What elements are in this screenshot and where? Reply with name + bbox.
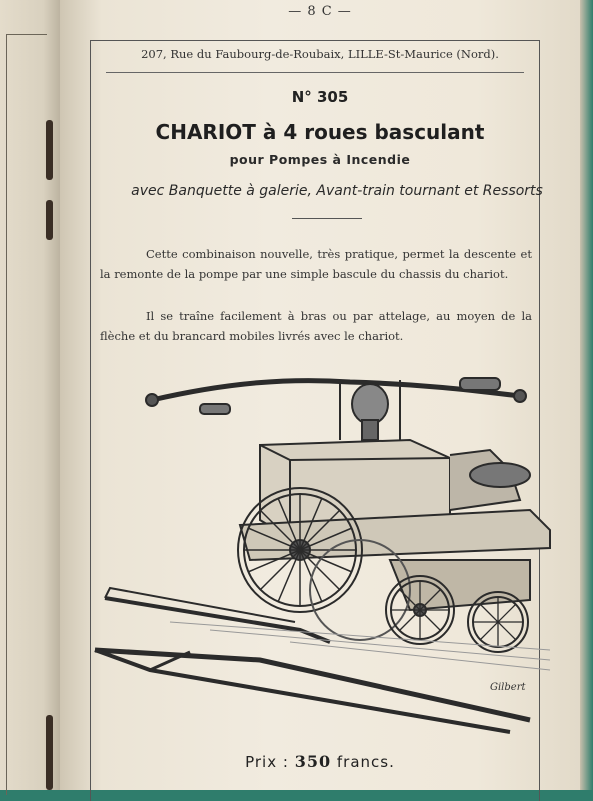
engraver-signature: Gilbert [490,682,526,693]
price-label: Prix : [245,753,289,771]
header-rule [106,72,524,73]
right-page-edge [580,0,593,790]
price-unit: francs. [336,753,395,771]
catalog-page [60,0,580,790]
product-subtitle: pour Pompes à Incendie [229,152,411,167]
price-line [60,752,580,771]
binding-mark [46,120,53,180]
address-line: 207, Rue du Faubourg-de-Roubaix, LILLE-St-Maurice (Nord). [141,47,499,61]
price-value: 350 [294,752,332,771]
product-features: avec Banquette à galerie, Avant-train tournant et Ressorts [131,183,543,199]
binding-mark [46,200,53,240]
fire-pump-chariot-engraving [90,360,560,740]
binding-mark [46,715,53,790]
product-title: CHARIOT à 4 roues basculant [155,120,485,144]
left-page-frame [6,34,47,795]
page-number: — 8 C — [288,4,352,19]
left-page-edge [0,0,62,790]
description-paragraph-1: Cette combinaison nouvelle, très pratique, permet la descente et la remonte de la pompe par une simple bascule du chassis du chariot. [100,247,532,281]
section-rule [292,218,362,219]
description-paragraph-2: Il se traîne facilement à bras ou par attelage, au moyen de la flèche et du brancard mobiles livrés avec le chariot. [100,309,532,343]
item-number: N° 305 [291,88,349,106]
